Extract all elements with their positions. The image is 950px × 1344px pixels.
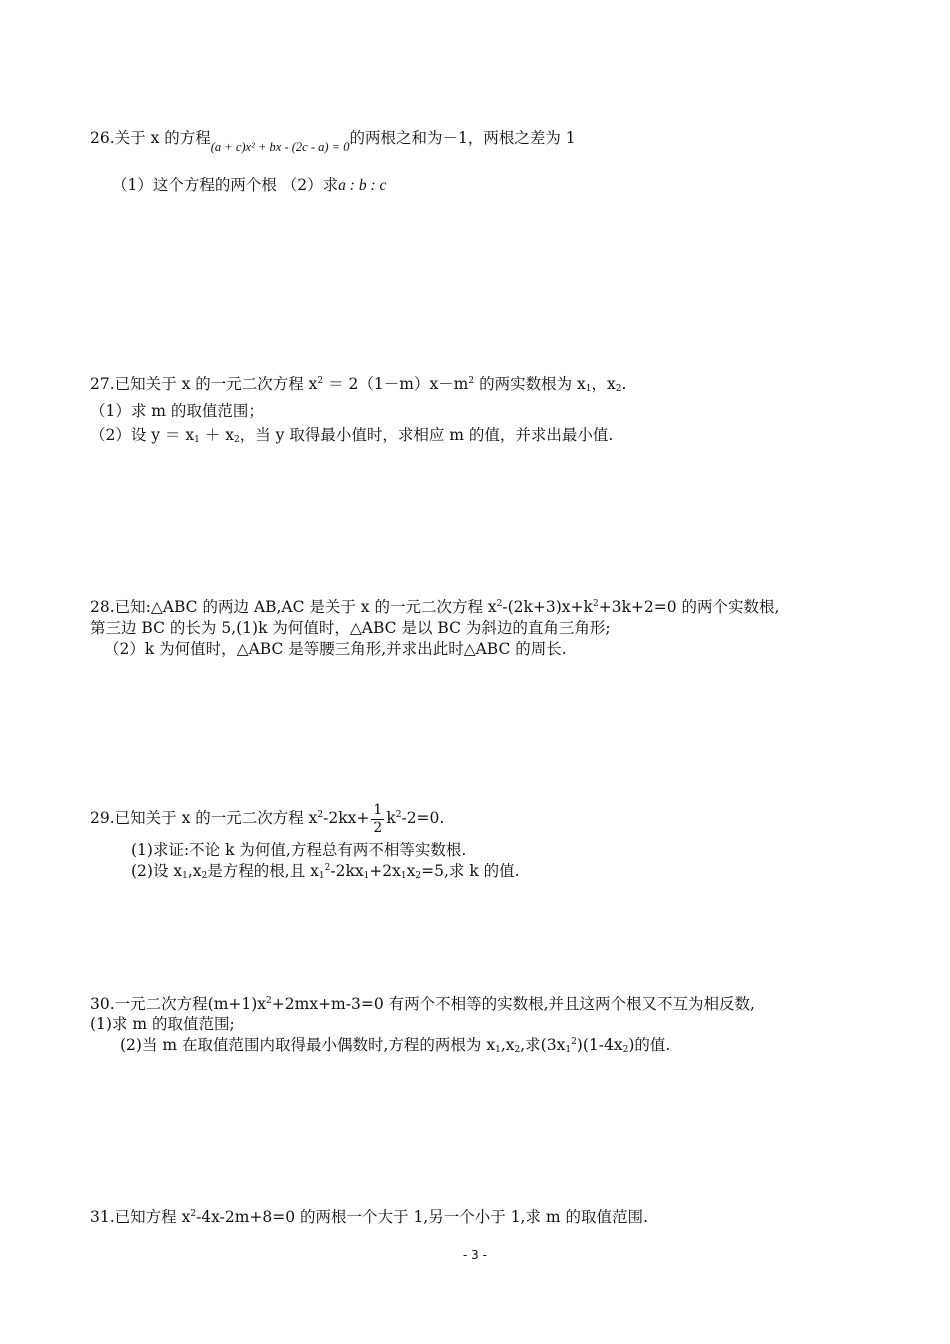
question-26 bbox=[90, 128, 576, 154]
question-29 bbox=[90, 798, 444, 838]
q29-part2-c: 是方程的根,且 x bbox=[207, 862, 319, 880]
q26-prefix: 26.关于 x 的方程 bbox=[90, 129, 211, 147]
question-26-parts bbox=[112, 175, 386, 196]
question-28-line2 bbox=[90, 618, 611, 638]
q29-part2-b: ,x bbox=[187, 862, 202, 880]
question-27 bbox=[90, 374, 626, 394]
question-29-part1 bbox=[131, 840, 466, 860]
subscript: 2 bbox=[234, 435, 240, 445]
q31-text-a: 31.已知方程 x bbox=[90, 1208, 191, 1226]
question-27-part1 bbox=[90, 401, 264, 421]
q27-text-b: ＝ 2（1－m）x－m bbox=[328, 375, 469, 393]
question-30 bbox=[90, 994, 755, 1014]
q30-line3-e: )的值. bbox=[628, 1036, 671, 1054]
q29-text-d: -2=0. bbox=[401, 809, 445, 827]
q26-equation: (a + c)x² + bx - (2c - a) = 0 bbox=[210, 140, 350, 154]
question-27-part2 bbox=[90, 425, 613, 445]
q28-text-c: +3k+2=0 的两个实数根, bbox=[598, 598, 780, 616]
subscript: 2 bbox=[615, 384, 622, 394]
superscript: 2 bbox=[468, 376, 475, 386]
fraction-one-half bbox=[371, 802, 384, 837]
q31-text-b: -4x-2m+8=0 的两根一个大于 1,另一个小于 1,求 m 的取值范围. bbox=[196, 1208, 648, 1226]
q30-text-a: 30.一元二次方程(m+1)x bbox=[90, 995, 267, 1013]
q29-text-b: -2kx+ bbox=[323, 809, 370, 827]
subscript: 1 bbox=[400, 871, 407, 881]
q26-suffix: 的两根之和为－1，两根之差为 1 bbox=[349, 129, 576, 147]
superscript: 2 bbox=[395, 810, 402, 820]
superscript: 2 bbox=[190, 1209, 197, 1219]
subscript: 2 bbox=[201, 871, 208, 881]
q27-text-d: ，x bbox=[591, 375, 616, 393]
q27-text-a: 27.已知关于 x 的一元二次方程 x bbox=[90, 375, 318, 393]
q27-part2-c: ，当 y 取得最小值时，求相应 m 的值，并求出最小值. bbox=[239, 426, 614, 444]
subscript: 2 bbox=[622, 1045, 629, 1055]
q30-line3-d: )(1-4x bbox=[576, 1036, 623, 1054]
q29-part2-e: +2x bbox=[369, 862, 401, 880]
q29-text-a: 29.已知关于 x 的一元二次方程 x bbox=[90, 809, 318, 827]
fraction-denominator: 2 bbox=[373, 819, 383, 836]
q27-part1: （1）求 m 的取值范围； bbox=[90, 402, 264, 420]
subscript: 1 bbox=[194, 435, 200, 445]
fraction-numerator: 1 bbox=[373, 801, 383, 818]
question-28-line3 bbox=[104, 639, 567, 659]
q29-part2-f: x bbox=[406, 862, 416, 880]
subscript: 1 bbox=[363, 871, 370, 881]
subscript: 1 bbox=[182, 871, 188, 881]
q30-line3-b: ,x bbox=[500, 1036, 515, 1054]
q30-line3-a: (2)当 m 在取值范围内取得最小偶数时,方程的两根为 x bbox=[120, 1036, 496, 1054]
q30-line2: (1)求 m 的取值范围; bbox=[90, 1015, 235, 1033]
question-28 bbox=[90, 597, 779, 617]
q29-part1: (1)求证:不论 k 为何值,方程总有两不相等实数根. bbox=[131, 841, 467, 859]
q28-text-b: -(2k+3)x+k bbox=[502, 598, 593, 616]
subscript: 2 bbox=[415, 871, 422, 881]
q27-text-e: . bbox=[621, 375, 627, 393]
page-number: - 3 - bbox=[463, 1248, 487, 1262]
superscript: 2 bbox=[592, 599, 599, 609]
subscript: 2 bbox=[514, 1045, 521, 1055]
q27-part2-a: （2）设 y ＝ x bbox=[90, 426, 195, 444]
subscript: 1 bbox=[585, 384, 592, 394]
question-30-line2 bbox=[90, 1014, 235, 1034]
q29-part2-g: =5,求 k 的值. bbox=[421, 862, 520, 880]
superscript: 2 bbox=[317, 810, 324, 820]
q30-line3-c: ,求(3x bbox=[520, 1036, 566, 1054]
subscript: 1 bbox=[318, 871, 325, 881]
q29-part2-a: (2)设 x bbox=[131, 862, 183, 880]
q28-line3: （2）k 为何值时，△ABC 是等腰三角形,并求出此时△ABC 的周长. bbox=[104, 640, 567, 658]
q27-text-c: 的两实数根为 x bbox=[479, 375, 586, 393]
q28-text-a: 28.已知:△ABC 的两边 AB,AC 是关于 x 的一元二次方程 x bbox=[90, 598, 497, 616]
q26-ratio: a : b : c bbox=[338, 177, 387, 194]
superscript: 2 bbox=[324, 863, 331, 873]
superscript: 2 bbox=[317, 376, 324, 386]
q27-part2-b: ＋ x bbox=[199, 426, 234, 444]
question-29-part2 bbox=[131, 861, 520, 881]
question-31 bbox=[90, 1207, 648, 1227]
q28-line2: 第三边 BC 的长为 5,(1)k 为何值时，△ABC 是以 BC 为斜边的直角三角形; bbox=[90, 619, 611, 637]
subscript: 1 bbox=[495, 1045, 501, 1055]
question-30-line3 bbox=[120, 1035, 670, 1055]
superscript: 2 bbox=[496, 599, 503, 609]
q29-part2-d: -2kx bbox=[330, 862, 364, 880]
q26-parts: （1）这个方程的两个根 （2）求 bbox=[112, 176, 339, 194]
superscript: 2 bbox=[266, 996, 272, 1006]
q29-text-c: k bbox=[386, 809, 396, 827]
superscript: 2 bbox=[571, 1037, 577, 1047]
subscript: 1 bbox=[565, 1045, 572, 1055]
q30-text-b: +2mx+m-3=0 有两个不相等的实数根,并且这两个根又不互为相反数, bbox=[271, 995, 755, 1013]
